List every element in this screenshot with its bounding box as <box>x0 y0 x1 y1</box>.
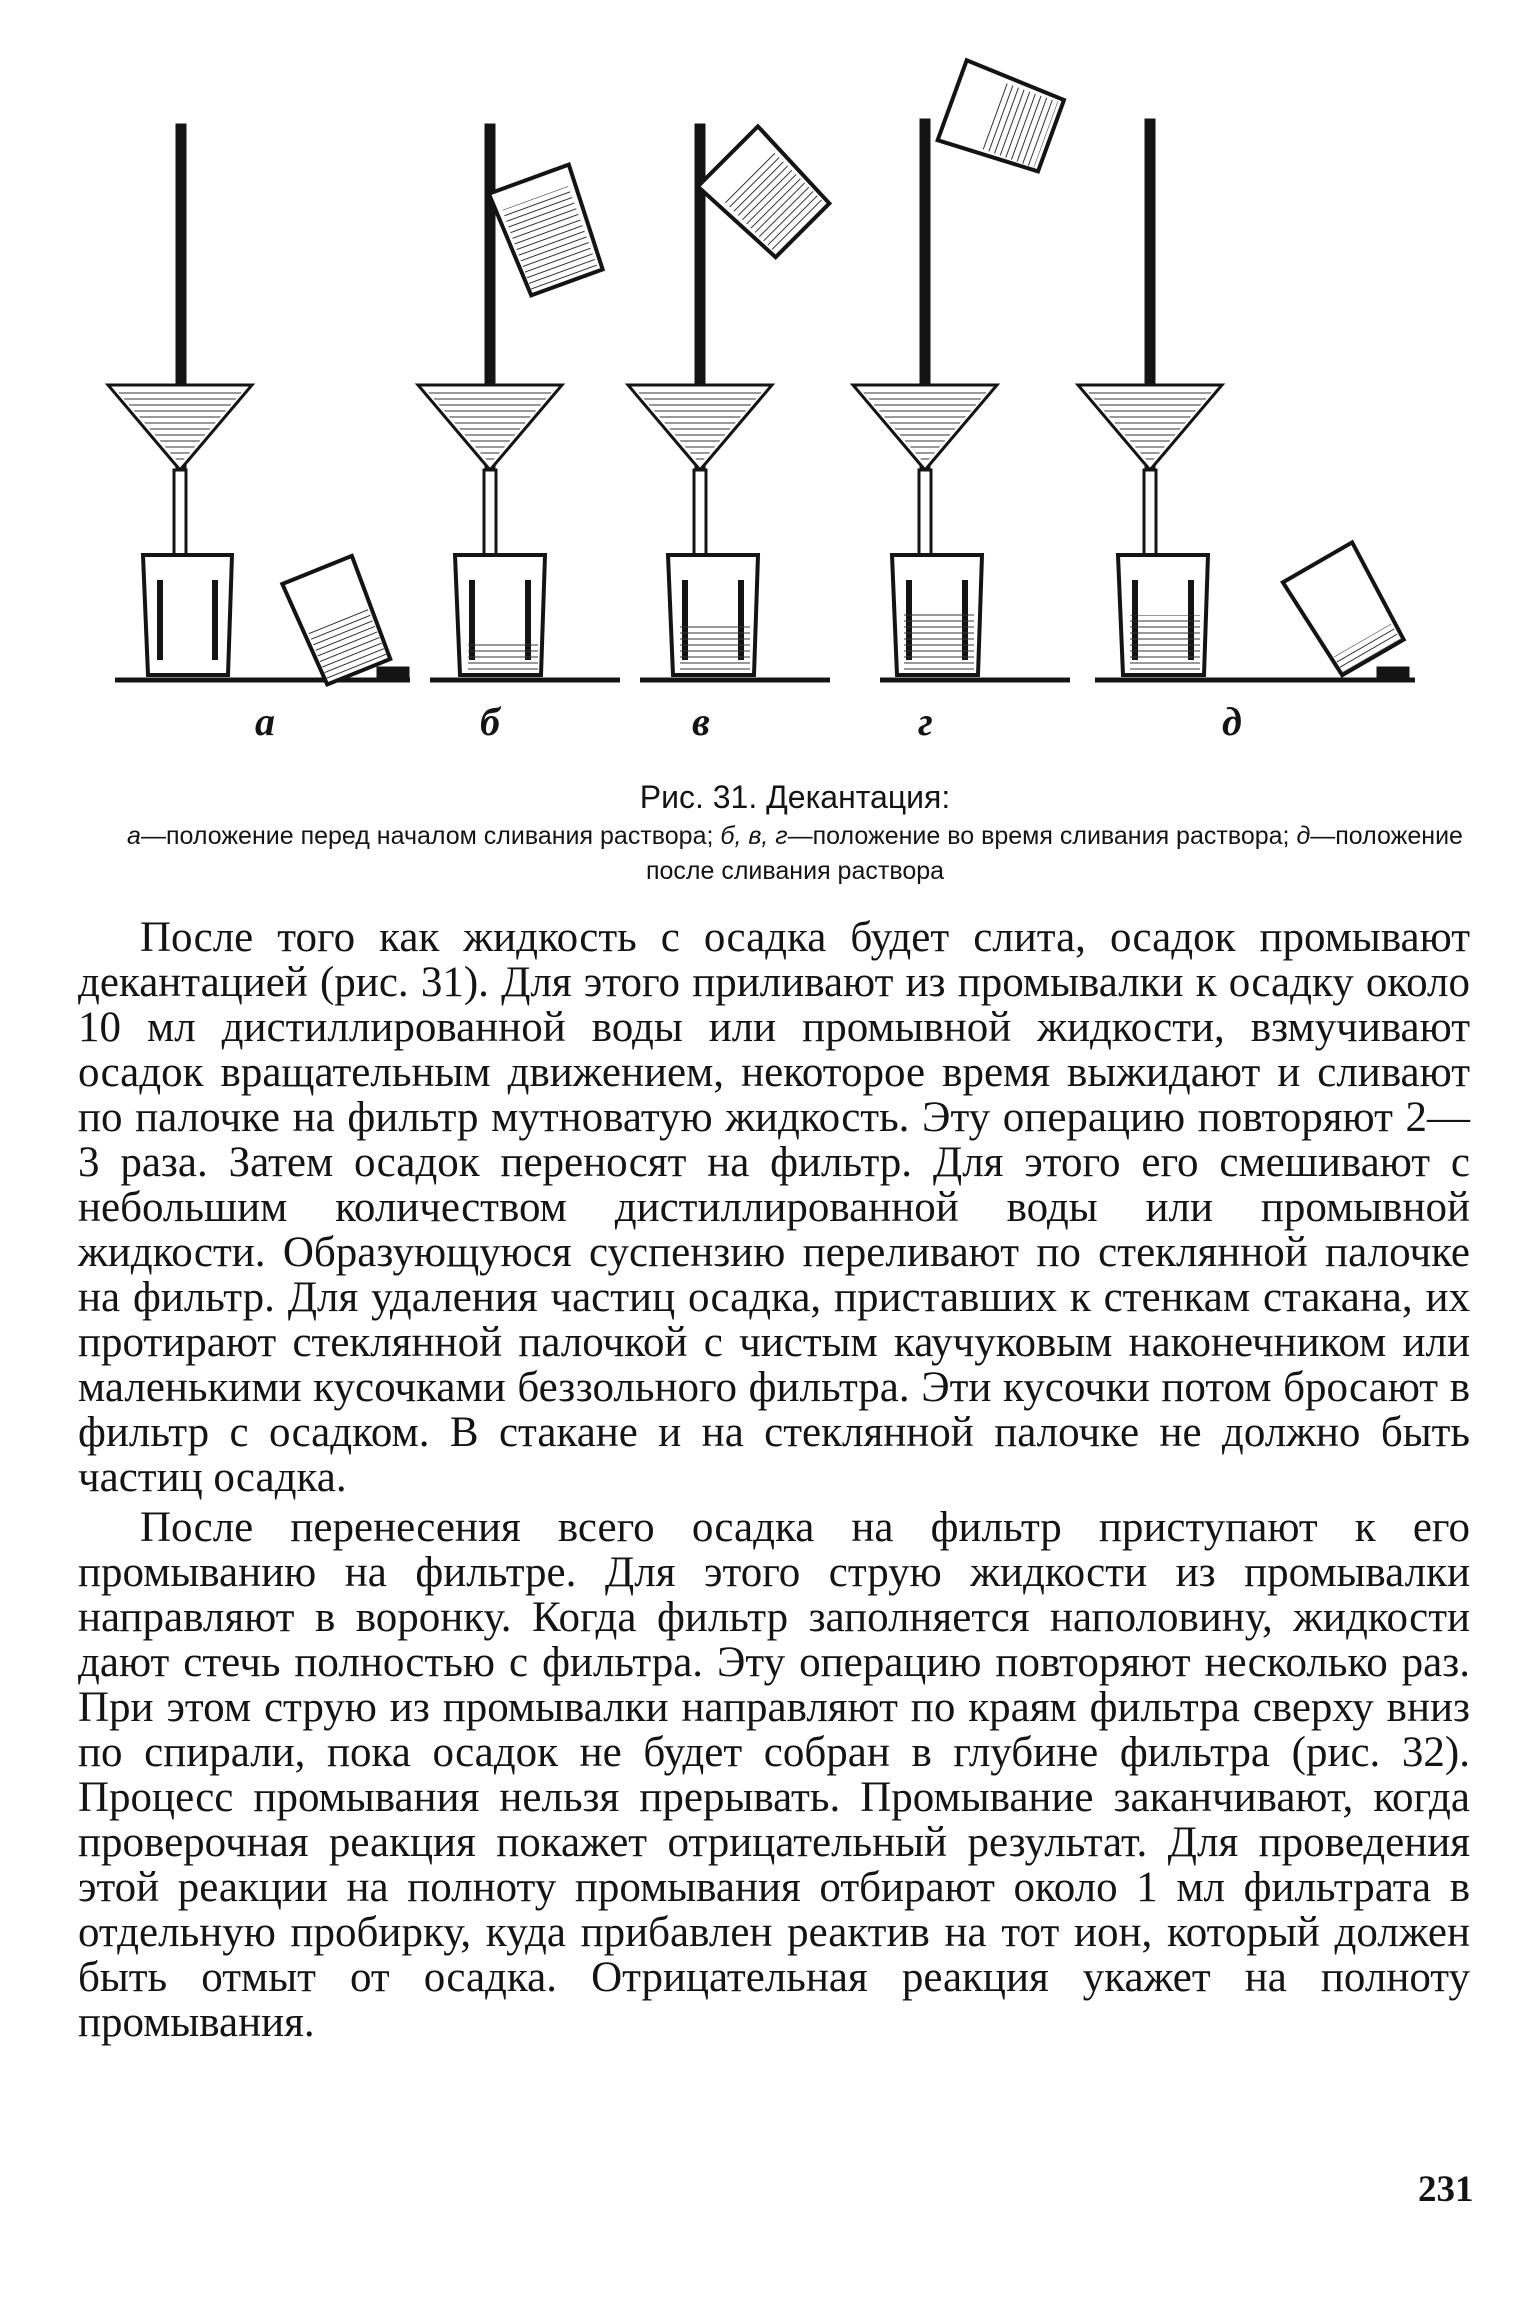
body-text <box>78 915 1470 2045</box>
panel-v-apparatus <box>628 125 832 680</box>
panel-label-b: б <box>480 699 500 744</box>
paragraph: После перенесения всего осадка на фильтр приступают к его промыванию на фильтре. Для этого струю жидкости из промывалки направляют в воронку. Когда фильтр заполняется наполовину, жидкости дают стечь полностью с фильтра. Эту операцию повторяют несколько раз. При этом струю из промывалки направляют по краям фильтра сверху вниз по спирали, пока осадок не будет собран в глубине фильтра (рис. 32). Процесс промывания нельзя прерывать. Промывание заканчивают, когда проверочная реакция покажет отрицательный результат. Для проведения этой реакции на полноту промывания отбирают около 1 мл фильтрата в отдельную пробирку, куда прибавлен реактив на тот ион, который должен быть отмыт от осадка. Отрицательная реакция укажет на полноту промывания. <box>78 1504 1470 2046</box>
panel-label-v: в <box>692 699 710 744</box>
paragraph: После того как жидкость с осадка будет слита, осадок промывают декантацией (рис. 31). Для этого приливают из промывалки к осадку около 10 мл дистиллированной воды или промывной жидкости, взмучивают осадок вращательным движением, некоторое время выжидают и сливают по палочке на фильтр мутноватую жидкость. Эту операцию повторяют 2—3 раза. Затем осадок переносят на фильтр. Для этого его смешивают с небольшим количеством дистиллированной воды или промывной жидкости. Образующуюся суспензию переливают по стеклянной палочке на фильтр. Для удаления частиц осадка, приставших к стенкам стакана, их протирают стеклянной палочкой с чистым каучуковым наконечником или маленькими кусочками беззольного фильтра. Эти кусочки потом бросают в фильтр с осадком. В стакане и на стеклянной палочке не должно быть частиц осадка. <box>78 914 1470 1501</box>
caption-part: а <box>127 822 141 850</box>
decantation-figure <box>0 0 1535 770</box>
panel-label-g: г <box>918 699 933 744</box>
panel-g-apparatus <box>853 60 1070 680</box>
figure-caption <box>110 775 1480 889</box>
page-number: 231 <box>1418 2169 1474 2210</box>
tilted-beaker-a <box>282 556 393 686</box>
panel-b-apparatus <box>418 125 620 680</box>
caption-part: д <box>1296 822 1311 850</box>
figure-description <box>110 819 1480 889</box>
figure-title: Рис. 31. Декантация: <box>639 779 951 815</box>
panel-label-d: д <box>1222 699 1242 744</box>
panel-a-apparatus <box>108 125 410 686</box>
caption-part: —положение после сливания раствора <box>645 822 1463 885</box>
beaker-a <box>143 555 232 675</box>
panel-label-a: а <box>255 699 275 744</box>
panel-d-apparatus <box>1078 120 1415 680</box>
caption-part: —положение перед началом сливания раствора; <box>140 822 721 850</box>
caption-part: б, в, г <box>720 822 788 850</box>
caption-part: —положение во время сливания раствора; <box>787 822 1297 850</box>
decantation-illustration <box>0 0 1535 770</box>
